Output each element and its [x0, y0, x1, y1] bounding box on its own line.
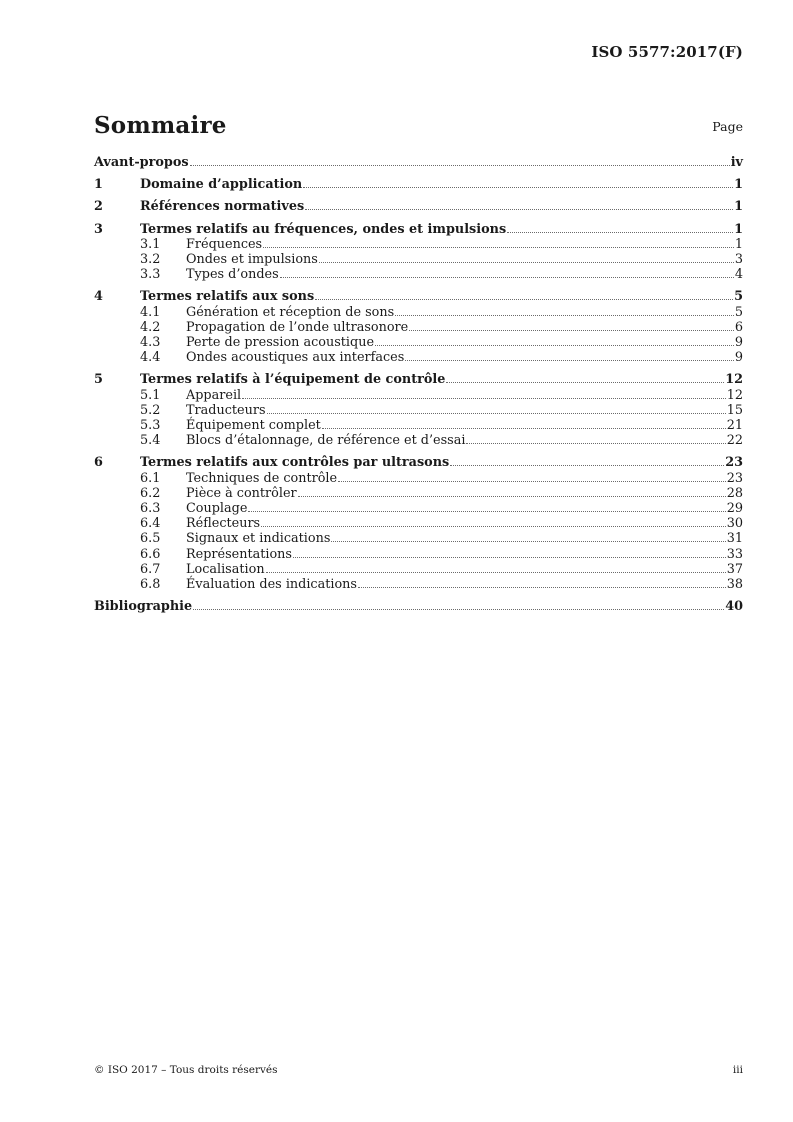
- toc-subentry[interactable]: [94, 471, 743, 486]
- toc-subentry[interactable]: [94, 562, 743, 577]
- dot-leader: [405, 350, 734, 361]
- dot-leader: [293, 547, 726, 558]
- toc-entry-label: Réflecteurs: [186, 516, 261, 532]
- toc-entry-label: Blocs d’étalonnage, de référence et d’essai: [186, 433, 466, 449]
- toc-subentry[interactable]: [94, 388, 743, 403]
- toc-subentry[interactable]: [94, 320, 743, 335]
- toc-entry-number: 6.2: [140, 485, 161, 501]
- toc-subentry[interactable]: [94, 486, 743, 501]
- toc-entry-page: 6: [734, 319, 743, 335]
- toc-entry-label: Termes relatifs aux sons: [140, 289, 315, 305]
- dot-leader: [248, 501, 725, 512]
- toc-entry-page: 23: [726, 470, 743, 486]
- toc-entry[interactable]: [94, 289, 743, 304]
- dot-leader: [466, 433, 725, 444]
- footer-page-number: iii: [732, 1064, 743, 1076]
- toc-entry-page: 12: [725, 372, 743, 388]
- toc-entry-label: Domaine d’application: [140, 177, 303, 193]
- toc-entry-number: 6.6: [140, 546, 161, 562]
- toc-entry-label: Techniques de contrôle: [186, 470, 338, 486]
- dot-leader: [319, 252, 734, 263]
- toc-entry-number: 4.1: [140, 304, 161, 320]
- toc-entry[interactable]: [94, 177, 743, 192]
- toc-entry-page: 31: [726, 531, 743, 547]
- dot-leader: [322, 418, 726, 429]
- dot-leader: [305, 199, 733, 210]
- toc-entry-page: 12: [726, 387, 743, 403]
- toc-entry-page: 9: [734, 335, 743, 351]
- toc-entry-number: 5.4: [140, 433, 161, 449]
- standard-identifier: ISO 5577:2017(F): [591, 43, 743, 61]
- toc-entry-number: 6.4: [140, 516, 161, 532]
- toc-entry-page: 5: [734, 304, 743, 320]
- toc-entry-page: 38: [726, 577, 743, 593]
- toc-entry-page: 28: [726, 485, 743, 501]
- dot-leader: [280, 267, 734, 278]
- page-title: Sommaire: [94, 112, 227, 139]
- toc-entry-page: 30: [726, 516, 743, 532]
- toc-entry-label: Fréquences: [186, 236, 263, 252]
- dot-leader: [409, 320, 734, 331]
- toc-entry-number: 3.3: [140, 267, 161, 283]
- toc-entry-number: 5.2: [140, 402, 161, 418]
- toc-subentry[interactable]: [94, 577, 743, 592]
- dot-leader: [507, 222, 733, 233]
- toc-entry-label: Perte de pression acoustique: [186, 335, 375, 351]
- toc-entry-number: 6.3: [140, 501, 161, 517]
- dot-leader: [358, 577, 726, 588]
- toc-entry-label: Couplage: [186, 501, 248, 517]
- toc-entry-number: 5.3: [140, 418, 161, 434]
- dot-leader: [315, 289, 733, 300]
- dot-leader: [261, 516, 726, 527]
- toc-entry-label: Pièce à contrôler: [186, 485, 297, 501]
- toc-entry-label: Termes relatifs au fréquences, ondes et impulsions: [140, 221, 507, 237]
- toc-entry-label: Termes relatifs aux contrôles par ultrasons: [140, 455, 450, 471]
- toc-entry-label: Équipement complet: [186, 418, 321, 434]
- toc-subentry[interactable]: [94, 237, 743, 252]
- toc-entry-number: 6.7: [140, 561, 161, 577]
- toc-subentry[interactable]: [94, 516, 743, 531]
- dot-leader: [338, 471, 726, 482]
- toc-entry-page: 9: [734, 350, 743, 366]
- toc-entry-number: 1: [94, 177, 103, 193]
- toc-subentry[interactable]: [94, 433, 743, 448]
- toc-entry-label: Appareil: [186, 387, 242, 403]
- toc-entry-label: Traducteurs: [186, 402, 266, 418]
- toc-entry-page: 4: [734, 267, 743, 283]
- toc-entry-label: Bibliographie: [94, 599, 193, 615]
- toc-entry-number: 6.8: [140, 577, 161, 593]
- toc-entry-page: 1: [734, 221, 743, 237]
- dot-leader: [450, 455, 724, 466]
- dot-leader: [395, 305, 734, 316]
- toc-entry-number: 4.2: [140, 319, 161, 335]
- toc-entry-page: 5: [734, 289, 743, 305]
- toc-entry-number: 3: [94, 221, 103, 237]
- toc-entry-page: 33: [726, 546, 743, 562]
- dot-leader: [266, 562, 726, 573]
- toc-entry-number: 6: [94, 455, 103, 471]
- toc-entry-page: 29: [726, 501, 743, 517]
- toc-entry-number: 6.1: [140, 470, 161, 486]
- dot-leader: [446, 372, 724, 383]
- toc-entry[interactable]: [94, 455, 743, 470]
- dot-leader: [298, 486, 726, 497]
- page-column-label: Page: [712, 119, 743, 134]
- toc-entry[interactable]: [94, 222, 743, 237]
- toc-entry-label: Avant-propos: [94, 155, 189, 170]
- dot-leader: [303, 177, 733, 188]
- toc-entry-page: 37: [726, 561, 743, 577]
- toc-entry-label: Localisation: [186, 561, 265, 577]
- toc-entry-page: 1: [734, 199, 743, 215]
- toc-entry[interactable]: [94, 155, 743, 170]
- toc-entry[interactable]: [94, 599, 743, 614]
- toc-entry-label: Types d’ondes: [186, 267, 279, 283]
- toc-entry-label: Termes relatifs à l’équipement de contrôle: [140, 372, 446, 388]
- toc-entry-page: iv: [730, 155, 743, 170]
- toc-subentry[interactable]: [94, 335, 743, 350]
- footer-copyright: © ISO 2017 – Tous droits réservés: [94, 1064, 278, 1076]
- dot-leader: [267, 403, 726, 414]
- toc-entry-number: 2: [94, 199, 103, 215]
- toc-entry-page: 15: [726, 402, 743, 418]
- toc-entry-label: Représentations: [186, 546, 292, 562]
- toc-entry[interactable]: [94, 199, 743, 214]
- toc-entry[interactable]: [94, 372, 743, 387]
- toc-subentry[interactable]: [94, 531, 743, 546]
- dot-leader: [375, 335, 734, 346]
- toc-entry-label: Références normatives: [140, 199, 305, 215]
- toc-subentry[interactable]: [94, 267, 743, 282]
- toc-entry-label: Évaluation des indications: [186, 577, 357, 593]
- toc-entry-number: 6.5: [140, 531, 161, 547]
- toc-subentry[interactable]: [94, 403, 743, 418]
- toc-entry-number: 3.1: [140, 236, 161, 252]
- toc-entry-page: 22: [726, 433, 743, 449]
- toc-entry-page: 1: [734, 177, 743, 193]
- toc-entry-page: 21: [726, 418, 743, 434]
- toc-subentry[interactable]: [94, 418, 743, 433]
- toc-entry-number: 4: [94, 289, 103, 305]
- toc-entry-label: Propagation de l’onde ultrasonore: [186, 319, 409, 335]
- table-of-contents: [94, 155, 743, 614]
- toc-subentry[interactable]: [94, 305, 743, 320]
- dot-leader: [263, 237, 734, 248]
- toc-entry-page: 3: [734, 252, 743, 268]
- toc-entry-page: 1: [734, 236, 743, 252]
- dot-leader: [193, 599, 724, 610]
- toc-subentry[interactable]: [94, 547, 743, 562]
- toc-entry-number: 5: [94, 372, 103, 388]
- dot-leader: [242, 388, 726, 399]
- toc-entry-number: 4.3: [140, 335, 161, 351]
- toc-subentry[interactable]: [94, 501, 743, 516]
- dot-leader: [331, 531, 725, 542]
- toc-entry-page: 40: [725, 599, 743, 615]
- toc-entry-label: Signaux et indications: [186, 531, 331, 547]
- toc-entry-number: 3.2: [140, 252, 161, 268]
- toc-entry-page: 23: [725, 455, 743, 471]
- toc-subentry[interactable]: [94, 350, 743, 365]
- toc-entry-label: Ondes acoustiques aux interfaces: [186, 350, 405, 366]
- toc-subentry[interactable]: [94, 252, 743, 267]
- toc-entry-number: 4.4: [140, 350, 161, 366]
- toc-entry-label: Génération et réception de sons: [186, 304, 395, 320]
- toc-entry-number: 5.1: [140, 387, 161, 403]
- toc-entry-label: Ondes et impulsions: [186, 252, 318, 268]
- dot-leader: [190, 155, 730, 166]
